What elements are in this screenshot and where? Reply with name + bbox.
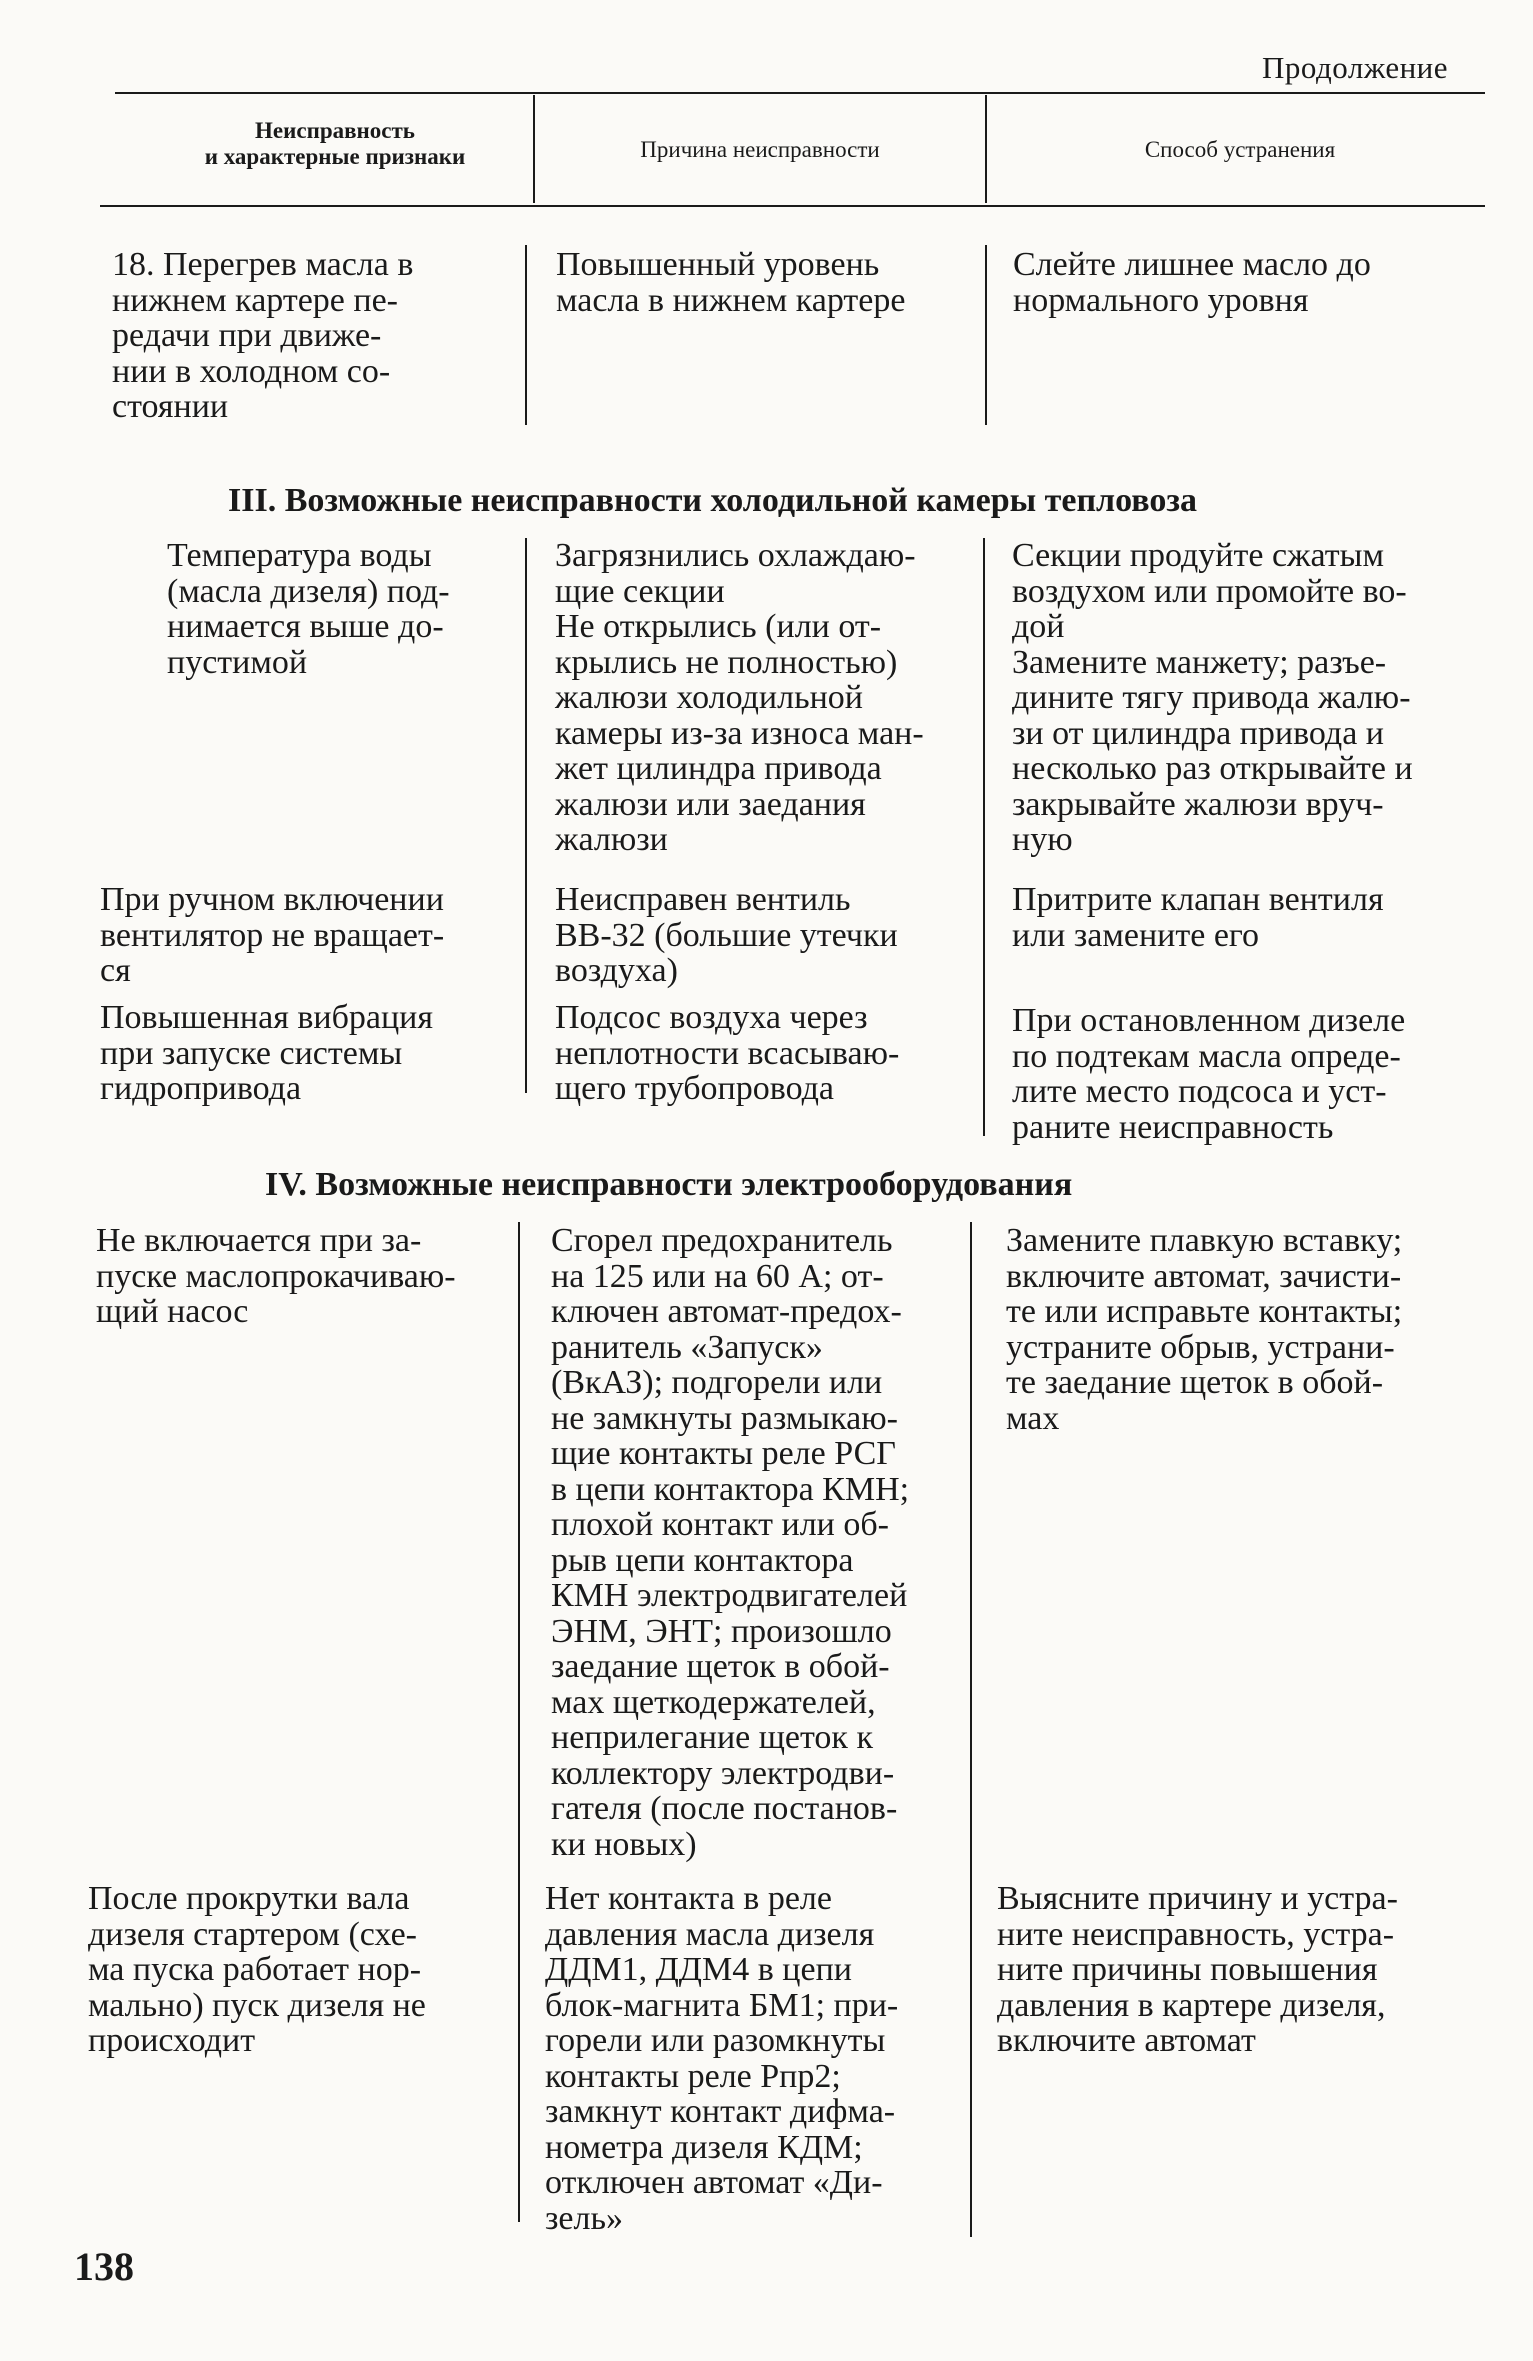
row18-remedy: Слейте лишнее масло до нормального уровня <box>1013 246 1371 319</box>
page-number: 138 <box>74 2244 134 2289</box>
s4-row1-cause: Сгорел предохранитель на 125 или на 60 А; от- ключен автомат-предох- ранитель «Запуск» (ВкАЗ); подгорели или не замкнуты размыкаю- щие контакты реле РСГ в цепи контактора КМН; плохой контакт или об- рыв цепи контактора КМН электродвигателей ЭНМ, ЭНТ; произошло заедание щеток в обой- мах щеткодержателей, неприлегание щеток к коллектору электродви- гателя (после постанов- ки новых) <box>551 1222 910 1863</box>
s3-row3-remedy: При остановленном дизеле по подтекам масла опреде- лите место подсоса и уст- раните неисправность <box>1012 1002 1406 1146</box>
s3-divider-1 <box>525 538 527 1093</box>
s3-row1-symptom: Температура воды (масла дизеля) под- нимается выше до- пустимой <box>167 537 450 681</box>
section3-title: III. Возможные неисправности холодильной камеры тепловоза <box>228 482 1198 519</box>
header-remedy: Способ устранения <box>1144 137 1336 162</box>
s4-row2-remedy: Выясните причину и устра- ните неисправность, устра- ните причины повышения давления в картере дизеля, включите автомат <box>997 1880 1398 2059</box>
row18-divider-2 <box>985 245 987 425</box>
s3-row3-symptom: Повышенная вибрация при запуске системы гидропривода <box>100 999 434 1107</box>
row18-cause: Повышенный уровень масла в нижнем картере <box>556 246 906 319</box>
s4-row1-remedy: Замените плавкую вставку; включите автомат, зачисти- те или исправьте контакты; устраните обрыв, устрани- те заедание щеток в обой- мах <box>1006 1222 1403 1437</box>
s3-row1-remedy: Секции продуйте сжатым воздухом или промойте во- дой Замените манжету; разъе- дините тягу привода жалю- зи от цилиндра привода и несколько раз открывайте и закрывайте жалюзи вруч- ную <box>1012 537 1413 858</box>
s4-row2-cause: Нет контакта в реле давления масла дизеля ДДМ1, ДДМ4 в цепи блок-магнита БМ1; при- горели или разомкнуты контакты реле Рпр2; замкнут контакт дифма- нометра дизеля КДМ; отключен автомат «Ди- зель» <box>545 1880 899 2237</box>
s3-row2-symptom: При ручном включении вентилятор не вращает- ся <box>100 881 445 989</box>
row18-divider-1 <box>525 245 527 425</box>
s3-row3-cause: Подсос воздуха через неплотности всасываю- щего трубопровода <box>555 999 900 1107</box>
header-bottom-rule <box>100 205 1485 207</box>
section4-title: IV. Возможные неисправности электрооборудования <box>265 1166 1073 1203</box>
continuation-label: Продолжение <box>1262 50 1449 85</box>
header-divider-1 <box>533 95 535 203</box>
s3-row1-cause: Загрязнились охлаждаю- щие секции Не открылись (или от- крылись не полностью) жалюзи холодильной камеры из-за износа ман- жет цилиндра привода жалюзи или заедания жалюзи <box>555 537 924 858</box>
s3-divider-2 <box>983 538 985 1136</box>
header-cause: Причина неисправности <box>640 137 880 162</box>
top-rule <box>115 92 1485 94</box>
s3-row2-cause: Неисправен вентиль ВВ-32 (большие утечки воздуха) <box>555 881 898 989</box>
header-symptom: Неисправность и характерные признаки <box>204 118 466 169</box>
s4-row2-symptom: После прокрутки вала дизеля стартером (схе- ма пуска работает нор- мально) пуск дизеля не происходит <box>88 1880 426 2059</box>
s4-divider-1 <box>518 1222 520 2222</box>
row18-symptom: 18. Перегрев масла в нижнем картере пе- редачи при движе- нии в холодном со- стоянии <box>112 246 414 425</box>
s3-row2-remedy: Притрите клапан вентиля или замените его <box>1012 881 1384 954</box>
s4-row1-symptom: Не включается при за- пуске маслопрокачиваю- щий насос <box>96 1222 456 1330</box>
header-divider-2 <box>985 95 987 203</box>
s4-divider-2 <box>970 1222 972 2237</box>
